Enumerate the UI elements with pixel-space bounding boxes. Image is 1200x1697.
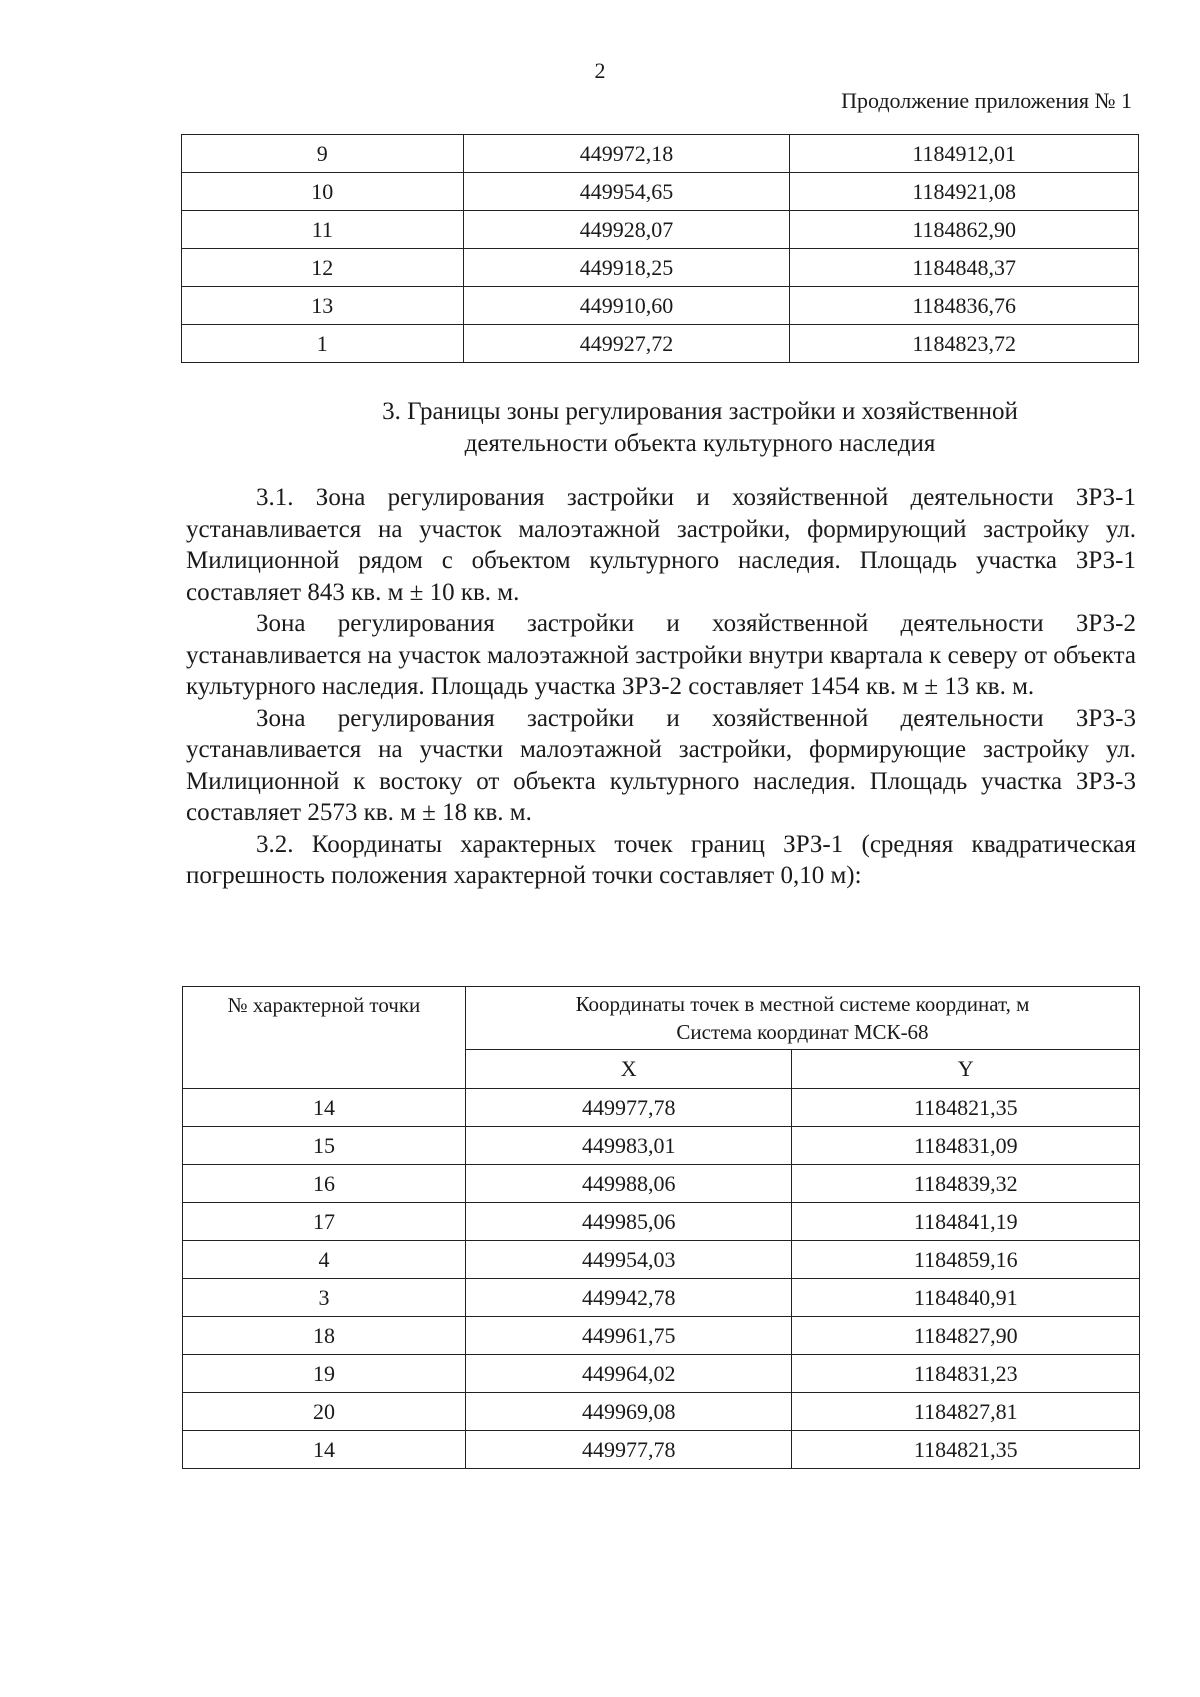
point-number-cell: 14 — [183, 1431, 466, 1469]
y-coordinate-cell: 1184859,16 — [792, 1241, 1140, 1279]
x-coordinate-cell: 449977,78 — [465, 1431, 792, 1469]
y-coordinate-cell: 1184841,19 — [792, 1203, 1140, 1241]
table-row — [183, 1431, 1140, 1469]
y-coordinate-cell: 1184839,32 — [792, 1165, 1140, 1203]
paragraph-zrz-1: 3.1. Зона регулирования застройки и хозяйственной деятельности ЗРЗ-1 устанавливается на участок малоэтажной застройки, формирующий застройку ул. Милиционной рядом с объектом культурного наследия. Площадь участка ЗРЗ-1 составляет 843 кв. м ± 10 кв. м. — [186, 484, 1136, 606]
x-coordinate-cell: 449918,25 — [463, 249, 790, 287]
point-number-cell: 17 — [183, 1203, 466, 1241]
table-row — [183, 1317, 1140, 1355]
point-number-cell: 1 — [182, 325, 464, 363]
table-row — [182, 325, 1139, 363]
point-number-cell: 18 — [183, 1317, 466, 1355]
header-x: X — [465, 1050, 792, 1089]
x-coordinate-cell: 449927,72 — [463, 325, 790, 363]
paragraph-zrz-2: Зона регулирования застройки и хозяйственной деятельности ЗРЗ-2 устанавливается на участок малоэтажной застройки внутри квартала к северу от объекта культурного наследия. Площадь участка ЗРЗ-2 составляет 1454 кв. м ± 13 кв. м. — [186, 610, 1136, 700]
y-coordinate-cell: 1184821,35 — [792, 1431, 1140, 1469]
y-coordinate-cell: 1184848,37 — [790, 249, 1139, 287]
y-coordinate-cell: 1184827,90 — [792, 1317, 1140, 1355]
table-row — [182, 173, 1139, 211]
y-coordinate-cell: 1184840,91 — [792, 1279, 1140, 1317]
table-row — [183, 1089, 1140, 1127]
table-header-row — [183, 987, 1140, 1050]
x-coordinate-cell: 449964,02 — [465, 1355, 792, 1393]
point-number-cell: 15 — [183, 1127, 466, 1165]
point-number-cell: 19 — [183, 1355, 466, 1393]
table-row — [183, 1393, 1140, 1431]
x-coordinate-cell: 449977,78 — [465, 1089, 792, 1127]
header-y: Y — [792, 1050, 1140, 1089]
page-number: 2 — [594, 58, 606, 83]
section-heading-line-1: 3. Границы зоны регулирования застройки и хозяйственной — [382, 398, 1018, 425]
paragraph-coordinates-intro: 3.2. Координаты характерных точек границ ЗРЗ-1 (средняя квадратическая погрешность положения характерной точки составляет 0,10 м): — [186, 830, 1136, 889]
point-number-cell: 3 — [183, 1279, 466, 1317]
x-coordinate-cell: 449972,18 — [463, 135, 790, 173]
y-coordinate-cell: 1184912,01 — [790, 135, 1139, 173]
point-number-cell: 4 — [183, 1241, 466, 1279]
x-coordinate-cell: 449985,06 — [465, 1203, 792, 1241]
table-row — [182, 211, 1139, 249]
table-row — [183, 1355, 1140, 1393]
x-coordinate-cell: 449928,07 — [463, 211, 790, 249]
y-coordinate-cell: 1184836,76 — [790, 287, 1139, 325]
y-coordinate-cell: 1184862,90 — [790, 211, 1139, 249]
coordinates-table-continued — [181, 134, 1139, 363]
y-coordinate-cell: 1184823,72 — [790, 325, 1139, 363]
header-point-number: № характерной точки — [183, 987, 466, 1089]
y-coordinate-cell: 1184831,09 — [792, 1127, 1140, 1165]
table-row — [182, 249, 1139, 287]
point-number-cell: 13 — [182, 287, 464, 325]
section-heading-line-2: деятельности объекта культурного наследия — [464, 430, 936, 457]
coordinates-table-zrz-1 — [182, 986, 1140, 1469]
y-coordinate-cell: 1184821,35 — [792, 1089, 1140, 1127]
header-coordinates-line-1: Координаты точек в местной системе координат, м — [575, 992, 1030, 1016]
section-body — [186, 482, 1136, 892]
table-row — [183, 1279, 1140, 1317]
table-row — [183, 1241, 1140, 1279]
table-row — [183, 1165, 1140, 1203]
coordinates-table-zrz-1-body — [183, 1089, 1140, 1469]
point-number-cell: 12 — [182, 249, 464, 287]
coordinates-table-continued-body — [182, 135, 1139, 363]
x-coordinate-cell: 449961,75 — [465, 1317, 792, 1355]
x-coordinate-cell: 449942,78 — [465, 1279, 792, 1317]
table-row — [182, 135, 1139, 173]
header-coordinates-line-2: Система координат МСК-68 — [676, 1020, 929, 1044]
y-coordinate-cell: 1184921,08 — [790, 173, 1139, 211]
point-number-cell: 11 — [182, 211, 464, 249]
section-heading — [270, 396, 1130, 460]
table-row — [183, 1203, 1140, 1241]
appendix-continuation-label: Продолжение приложения № 1 — [841, 88, 1132, 113]
table-row — [183, 1127, 1140, 1165]
x-coordinate-cell: 449954,65 — [463, 173, 790, 211]
point-number-cell: 14 — [183, 1089, 466, 1127]
x-coordinate-cell: 449969,08 — [465, 1393, 792, 1431]
paragraph-zrz-3: Зона регулирования застройки и хозяйственной деятельности ЗРЗ-3 устанавливается на участки малоэтажной застройки, формирующие застройку ул. Милиционной к востоку от объекта культурного наследия. Площадь участка ЗРЗ-3 составляет 2573 кв. м ± 18 кв. м. — [186, 704, 1136, 826]
x-coordinate-cell: 449988,06 — [465, 1165, 792, 1203]
x-coordinate-cell: 449910,60 — [463, 287, 790, 325]
y-coordinate-cell: 1184827,81 — [792, 1393, 1140, 1431]
point-number-cell: 20 — [183, 1393, 466, 1431]
table-row — [182, 287, 1139, 325]
point-number-cell: 16 — [183, 1165, 466, 1203]
point-number-cell: 10 — [182, 173, 464, 211]
y-coordinate-cell: 1184831,23 — [792, 1355, 1140, 1393]
point-number-cell: 9 — [182, 135, 464, 173]
header-coordinates — [465, 987, 1139, 1050]
x-coordinate-cell: 449954,03 — [465, 1241, 792, 1279]
x-coordinate-cell: 449983,01 — [465, 1127, 792, 1165]
